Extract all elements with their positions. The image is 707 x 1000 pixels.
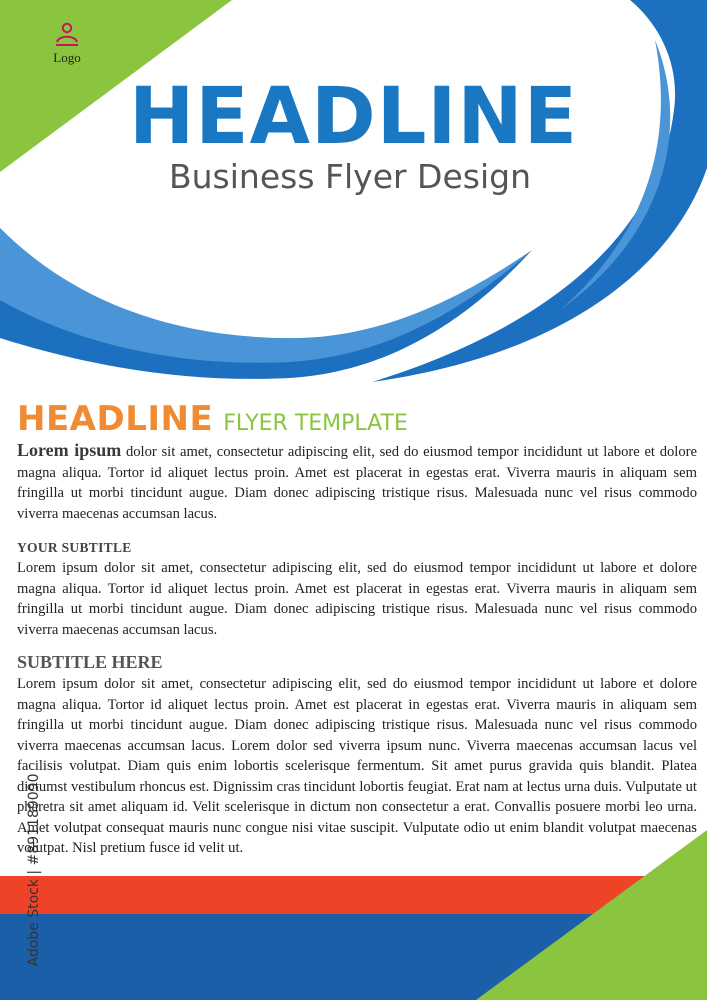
content-section [17,399,697,859]
subtitle-2: SUBTITLE HERE [17,652,163,672]
intro-lead: Lorem ipsum [17,440,122,460]
hero-subtitle: Business Flyer Design [169,157,531,196]
intro-text: dolor sit amet, consectetur adipiscing elit, sed do eiusmod tempor incididunt ut labore et dolore magna aliqua. Tortor id aliquet lectus proin. Amet est placerat in egestas erat. Viverra mauris in aliquam sem fringilla ut morbi tincidunt augue. Diam donec adipiscing tristique risus. Malesuada nunc vel risus commodo viverra maecenas accumsan lacus. [17,444,697,522]
logo [44,22,90,66]
subtitle-1: YOUR SUBTITLE [17,540,132,555]
stock-credit [24,755,44,985]
section-headline-row [17,399,697,439]
section-headline-accent: FLYER TEMPLATE [223,411,408,436]
body-paragraph-1: Lorem ipsum dolor sit amet, consectetur adipiscing elit, sed do eiusmod tempor incididunt ut labore et dolore magna aliqua. Tortor id aliquet lectus proin. Amet est placerat in egestas erat. Viverra mauris in aliquam sem fringilla ut morbi tincidunt augue. Diam donec adipiscing tristique risus. Malesuada nunc vel risus commodo viverra maecenas accumsan lacus. [17,560,697,638]
body-paragraph-2: Lorem ipsum dolor sit amet, consectetur adipiscing elit, sed do eiusmod tempor incididunt ut labore et dolore magna aliqua. Tortor id aliquet lectus proin. Amet est placerat in egestas erat. Viverra mauris in aliquam sem fringilla ut morbi tincidunt augue. Diam donec adipiscing tristique risus. Malesuada nunc vel risus commodo viverra maecenas accumsan lacus. Lorem dolor sed viverra ipsum nunc. Viverra maecenas accumsan lacus vel facilisis volutpat. Diam quis enim lobortis scelerisque fermentum. Sit amet purus gravida quis blandit. Platea dictumst vestibulum rhoncus est. Dignissim cras tincidunt lobortis feugiat. Erat nam at lectus urna duis. Vulputate ut pharetra sit amet aliquam id. Velit scelerisque in dictum non consectetur a erat. Convallis posuere morbi leo urna. Amet volutpat consequat mauris nunc congue nisi vitae suscipit. Vulputate odio ut enim blandit volutpat maecenas volutpat. Nisl pretium fusce id velit ut. [17,676,697,856]
person-logo-icon [53,22,81,48]
stock-credit-text: Adobe Stock | #891189090 [26,773,42,967]
logo-label: Logo [53,50,81,65]
hero-headline: HEADLINE [129,72,578,162]
intro-paragraph [17,440,697,524]
section-headline: HEADLINE [17,399,214,439]
